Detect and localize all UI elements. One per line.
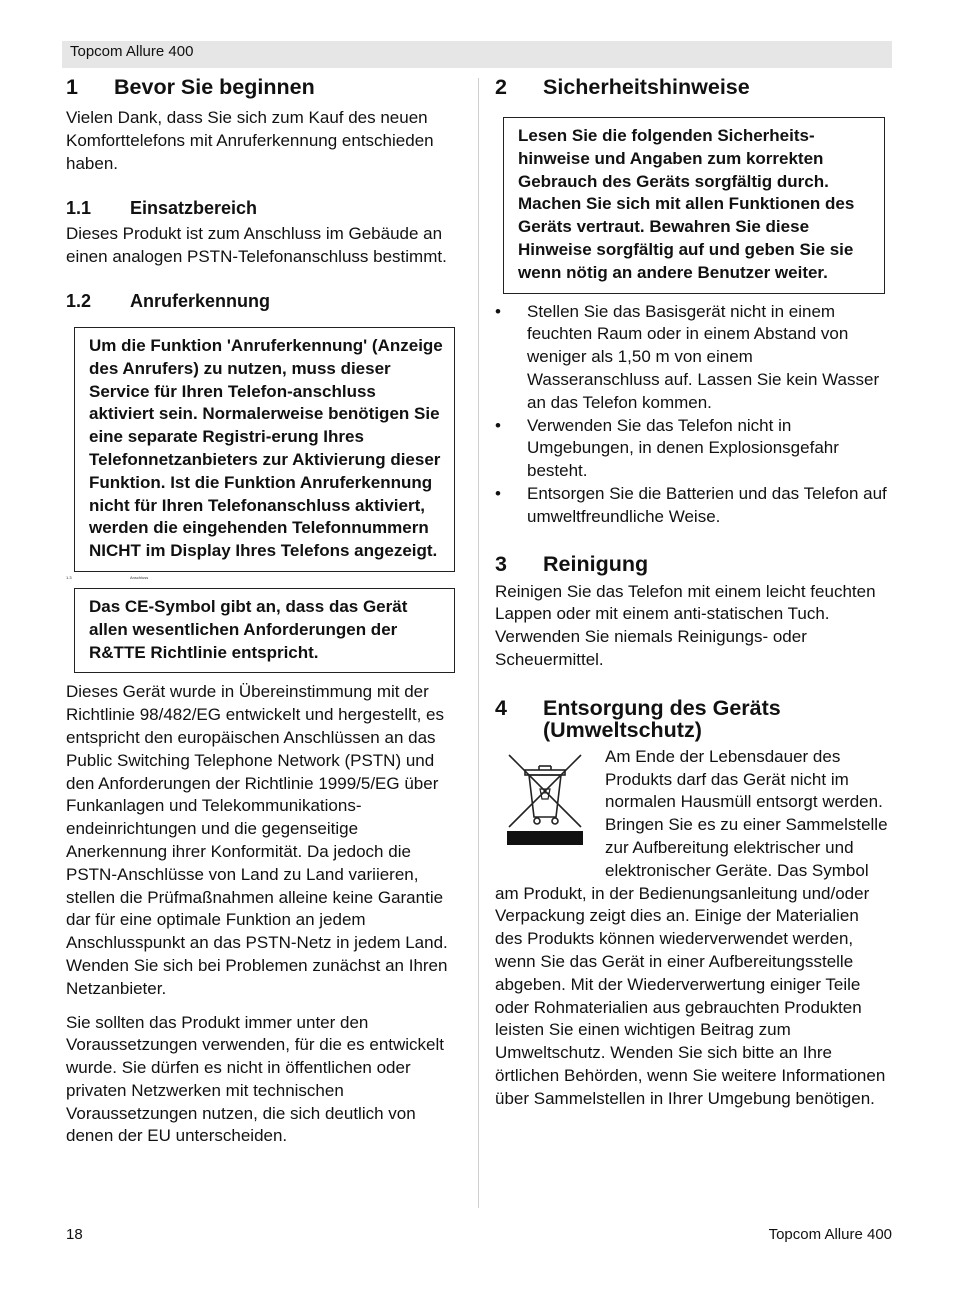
section-4-heading: [495, 697, 890, 741]
section-title: Anschluss: [130, 574, 149, 580]
section-title: Reinigung: [543, 551, 649, 576]
left-column: [66, 72, 462, 1148]
running-header: [62, 41, 892, 68]
usage-paragraph: Sie sollten das Produkt immer unter den Voraussetzungen verwenden, für die es entwickelt wurde. Sie dürfen es nicht in öffentlichen oder privaten Netzwerken mit technischen Voraussetzungen nutzen, die sich deutlich von denen der EU unterscheiden.: [66, 1012, 445, 1146]
safety-list: [495, 301, 890, 529]
weee-crossed-bin-icon: [495, 745, 597, 863]
list-item: • Entsorgen Sie die Batterien und das Telefon auf umweltfreundliche Weise.: [495, 483, 890, 529]
disposal-block: [495, 746, 890, 1111]
disposal-text: Am Ende der Lebensdauer des Produkts darf das Gerät nicht im normalen Hausmüll entsorgt werden. Bringen Sie es zu einer Sammelstelle zur Aufbereitung elektrischer und elektronischer Geräte. Das Symbol am Produkt, in der Bedienungsanleitung und/oder Verpackung zeigt dies an. Einige der Materialien des Produkts können wiederverwendet werden, wenn Sie das Gerät in einer Aufbereitungsstelle abgeben. Mit der Wiederverwertung einiger Teile oder Rohmaterialien aus gebrauchten Produkten leisten Sie einen wichtigen Beitrag zum Umweltschutz. Wenden Sie sich bitte an Ihre örtlichen Behörden, wenn Sie weitere Informationen über Sammelstellen in Ihrer Umgebung benötigen.: [495, 746, 888, 1108]
section-3-text: Reinigen Sie das Telefon mit einem leicht feuchten Lappen oder mit einem anti-statischen Tuch. Verwenden Sie niemals Reinigungs- oder Scheuermittel.: [495, 581, 876, 669]
caller-id-notice-box: [74, 327, 455, 572]
section-title-line-1: Entsorgung des Geräts: [543, 695, 781, 720]
list-item: • Stellen Sie das Basisgerät nicht in einem feuchten Raum oder in einem Abstand von weniger als 1,50 m von einem Wasseranschluss auf. Lassen Sie kein Wasser an das Telefon kommen.: [495, 301, 890, 415]
section-number: 1.1: [66, 198, 92, 219]
section-title: Anruferkennung: [130, 290, 271, 311]
page-number: 18: [66, 1226, 83, 1243]
section-1-heading: [66, 76, 462, 98]
ce-notice-box: [74, 588, 455, 673]
section-title-line-2: (Umweltschutz): [543, 717, 702, 742]
section-1-2-heading: [66, 290, 462, 312]
safety-notice-box: [503, 117, 885, 294]
footer-title: Topcom Allure 400: [768, 1226, 892, 1243]
section-3-heading: [495, 553, 890, 575]
list-item: • Verwenden Sie das Telefon nicht in Umgebungen, in denen Explosionsgefahr besteht.: [495, 415, 890, 483]
notice-text: Lesen Sie die folgenden Sicherheits-hinweise und Angaben zum korrekten Gebrauch des Geräts sorgfältig durch. Machen Sie sich mit allen Funktionen des Geräts vertraut. Bewahren Sie diese Hinweise sorgfältig auf und geben Sie sie wenn nötig an andere Benutzer weiter.: [518, 126, 855, 282]
conformity-paragraph: Dieses Gerät wurde in Übereinstimmung mit der Richtlinie 98/482/EG entwickelt und hergestellt, es entspricht den europäischen Anschlüssen an das Public Switching Telephone Network (PSTN) und den Anforderungen der Richtlinie 1999/5/EG über Funkanlagen und Telekommunikations-endeinrichtungen und die gegenseitige Anerkennung ihrer Konformität. Da jedoch die PSTN-Anschlüsse von Land zu Land variieren, stellen die Prüfmaßnahmen alleine keine Garantie dar für eine optimale Funktion an jedem Anschlusspunkt an das PSTN-Netz in jedem Land. Wenden Sie sich bei Problemen zunächst an Ihren Netzanbieter.: [66, 682, 448, 998]
notice-text: Um die Funktion 'Anruferkennung' (Anzeige des Anrufers) zu nutzen, muss dieser Service für Ihren Telefon-anschluss aktiviert sein. Normalerweise benötigen Sie eine separate Registri-erung Ihres Telefonnetzanbieters zur Aktivierung dieser Funktion. Ist die Funktion Anruferkennung nicht für Ihren Telefonanschluss aktiviert, werden die eingehenden Telefonnummern NICHT im Display Ihres Telefons angezeigt.: [89, 335, 443, 561]
section-number: 1: [66, 75, 78, 99]
section-title: Sicherheitshinweise: [543, 75, 750, 99]
section-number: 3: [495, 551, 507, 576]
section-title: Einsatzbereich: [130, 198, 258, 219]
notice-text: Das CE-Symbol gibt an, dass das Gerät allen wesentlichen Anforderungen der R&TTE Richtlinie entspricht.: [89, 596, 408, 662]
header-title: Topcom Allure 400: [70, 43, 194, 60]
section-number: 1.3: [66, 574, 72, 580]
section-2-heading: [495, 76, 890, 98]
section-number: 2: [495, 75, 507, 99]
section-1-1-text: Dieses Produkt ist zum Anschluss im Gebäude an einen analogen PSTN-Telefonanschluss bestimmt.: [66, 224, 447, 267]
section-1-1-heading: [66, 197, 462, 219]
right-column: [495, 72, 890, 1110]
section-1-text: Vielen Dank, dass Sie sich zum Kauf des neuen Komforttelefons mit Anruferkennung entschieden haben.: [66, 108, 434, 173]
section-title: Bevor Sie beginnen: [114, 75, 315, 99]
section-number: 1.2: [66, 290, 92, 311]
section-number: 4: [495, 695, 507, 720]
section-1-3-heading: [66, 575, 462, 581]
column-divider: [478, 78, 479, 1208]
